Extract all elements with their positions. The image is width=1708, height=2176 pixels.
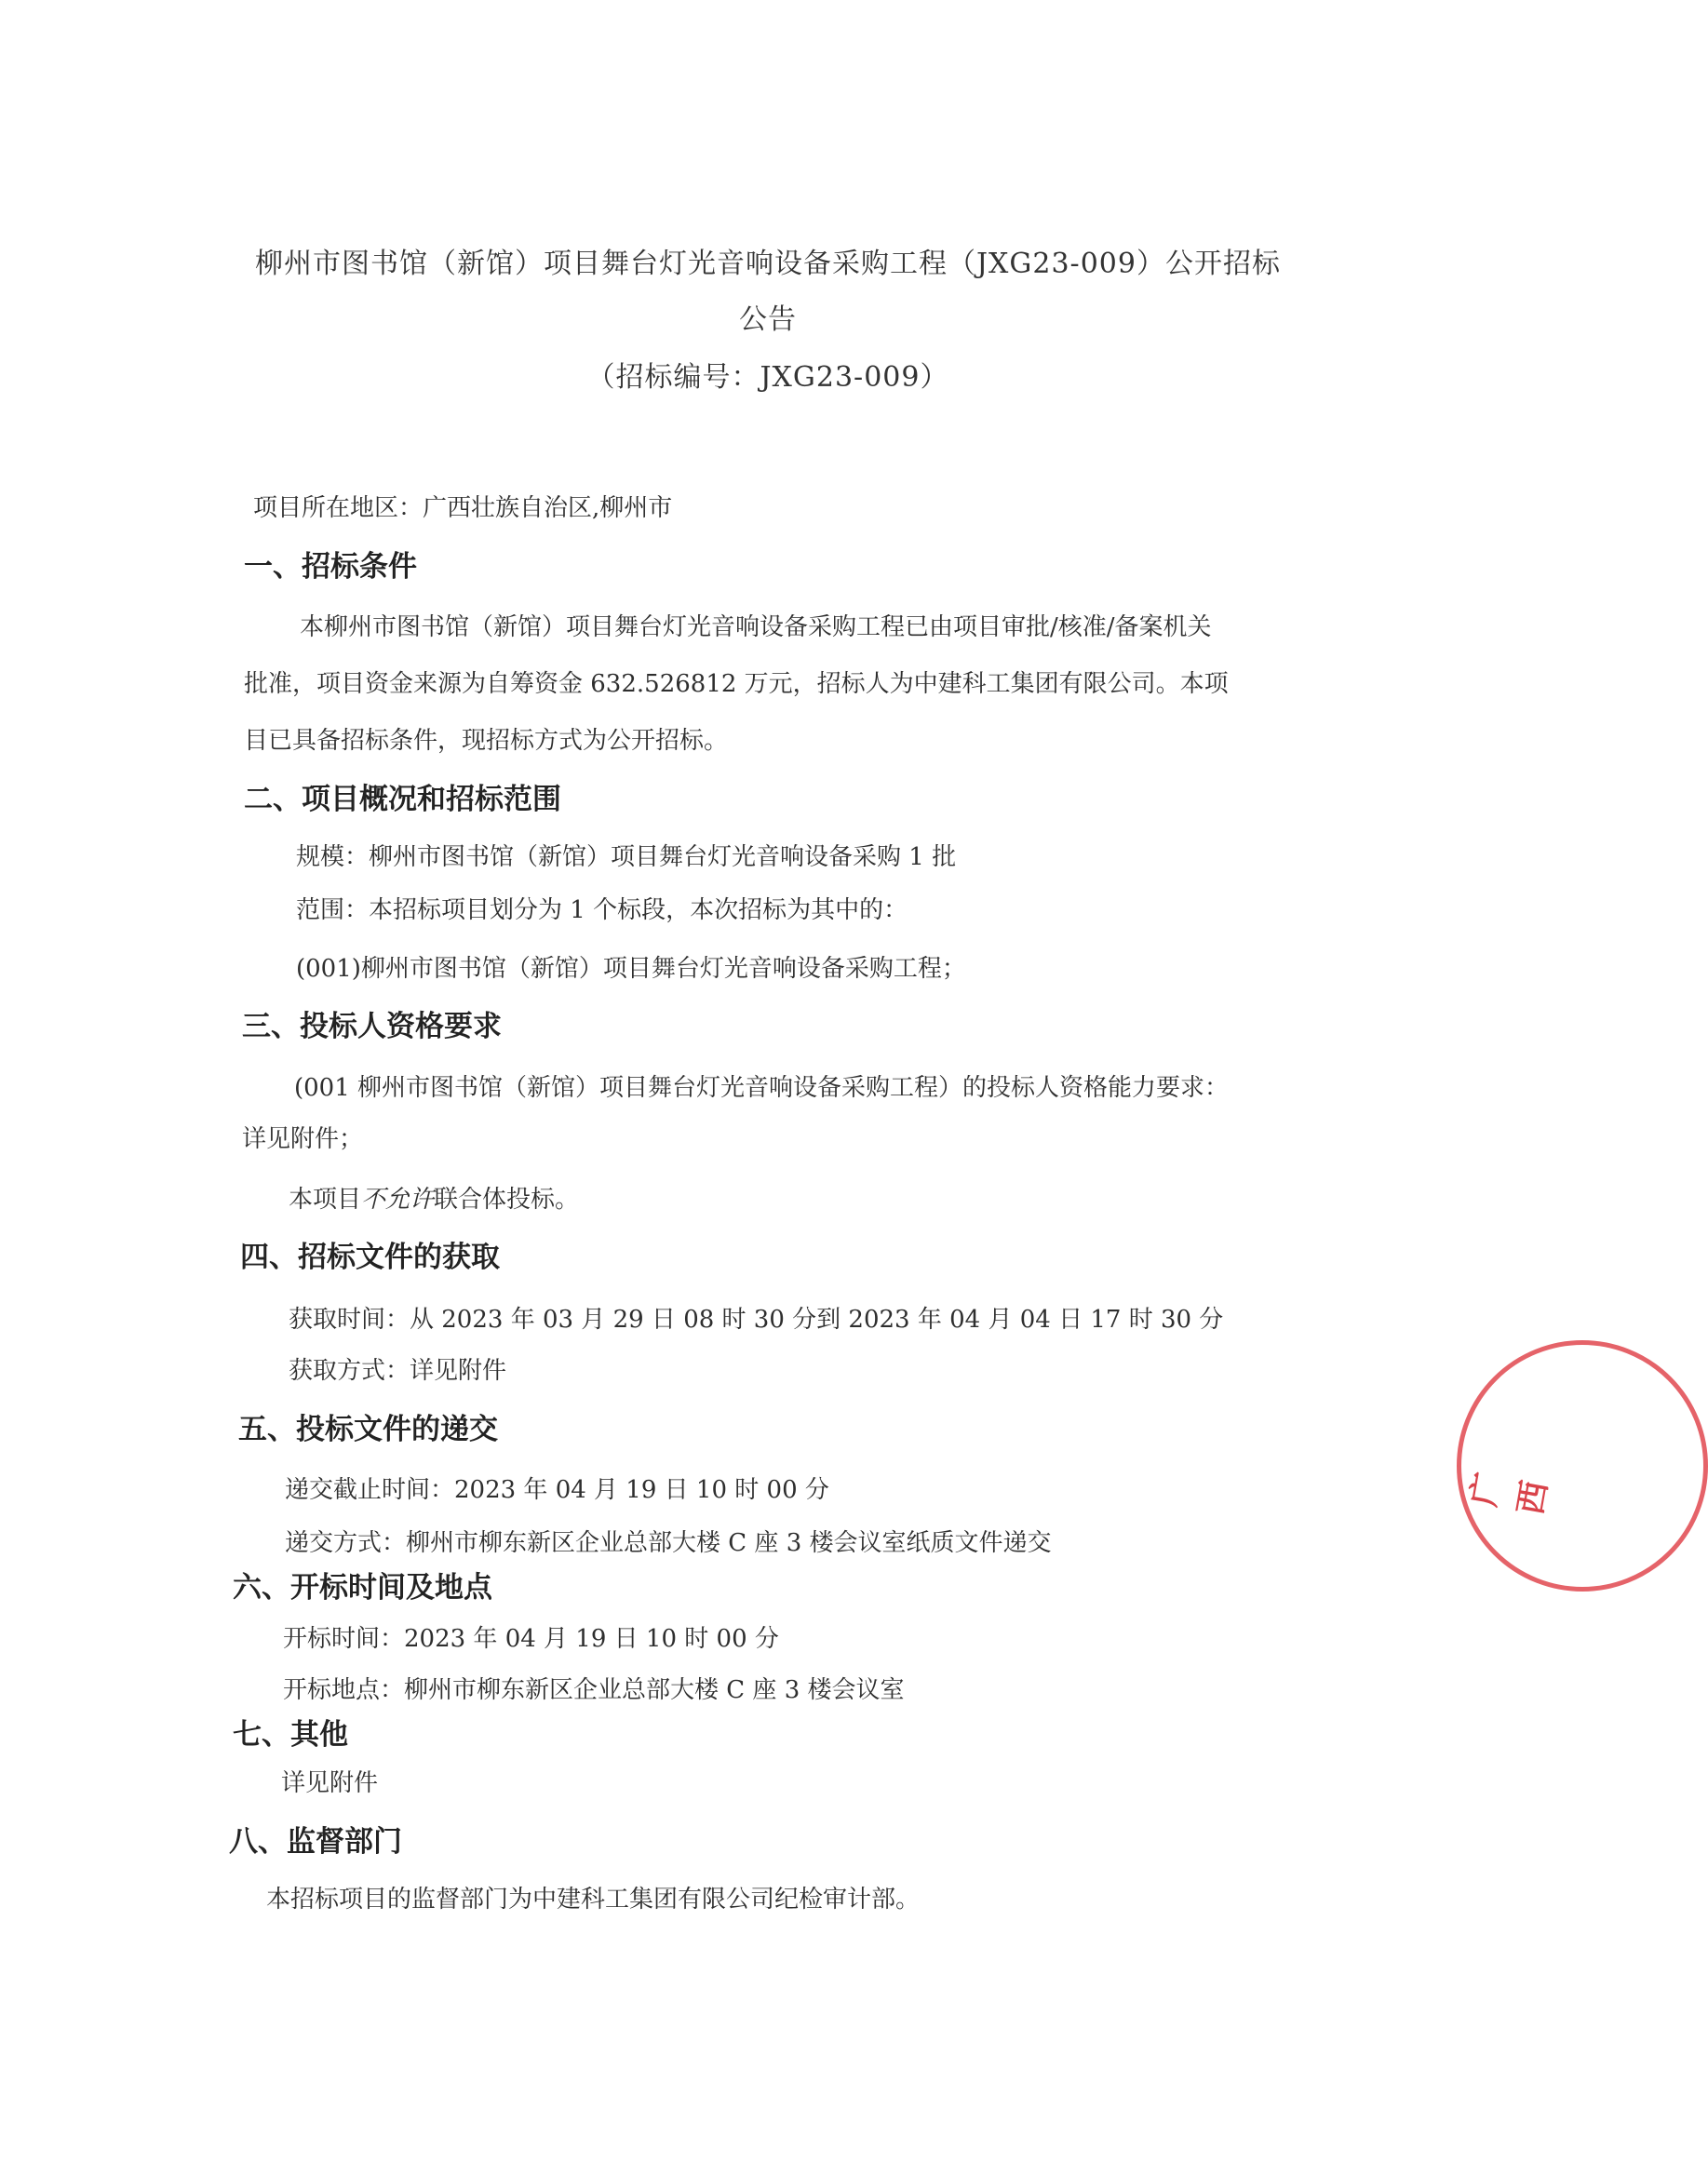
section-1-heading: 一、招标条件 xyxy=(244,550,417,584)
section-5-heading: 五、投标文件的递交 xyxy=(238,1413,498,1446)
consortium-not-allowed: 不允许 xyxy=(361,1186,435,1214)
section-4-time: 获取时间：从 2023 年 03 月 29 日 08 时 30 分到 2023 年 04 月 04 日 17 时 30 分 xyxy=(289,1306,1224,1334)
section-3-para-2: 详见附件； xyxy=(242,1125,364,1153)
title-line-2: 公告 xyxy=(739,303,797,336)
section-2-lot: (001)柳州市图书馆（新馆）项目舞台灯光音响设备采购工程； xyxy=(296,955,966,983)
tender-number: （招标编号：JXG23-009） xyxy=(586,361,949,394)
section-2-scale: 规模：柳州市图书馆（新馆）项目舞台灯光音响设备采购 1 批 xyxy=(296,843,957,871)
section-3-heading: 三、投标人资格要求 xyxy=(242,1010,502,1043)
title-line-1: 柳州市图书馆（新馆）项目舞台灯光音响设备采购工程（JXG23-009）公开招标 xyxy=(255,248,1281,280)
section-2-heading: 二、项目概况和招标范围 xyxy=(244,783,561,816)
section-3-para-1: (001 柳州市图书馆（新馆）项目舞台灯光音响设备采购工程）的投标人资格能力要求： xyxy=(294,1074,1230,1102)
consortium-prefix: 本项目 xyxy=(289,1186,362,1214)
section-8-para: 本招标项目的监督部门为中建科工集团有限公司纪检审计部。 xyxy=(266,1886,921,1914)
section-6-time: 开标时间：2023 年 04 月 19 日 10 时 00 分 xyxy=(283,1625,779,1653)
section-8-heading: 八、监督部门 xyxy=(229,1825,402,1859)
section-7-heading: 七、其他 xyxy=(233,1718,348,1752)
section-1-para-1: 本柳州市图书馆（新馆）项目舞台灯光音响设备采购工程已由项目审批/核准/备案机关 xyxy=(300,613,1212,641)
section-2-scope: 范围：本招标项目划分为 1 个标段，本次招标为其中的： xyxy=(296,896,908,924)
section-4-method: 获取方式：详见附件 xyxy=(289,1357,507,1385)
section-3-consortium xyxy=(289,1180,579,1215)
section-1-para-3: 目已具备招标条件，现招标方式为公开招标。 xyxy=(244,727,729,755)
section-5-method: 递交方式：柳州市柳东新区企业总部大楼 C 座 3 楼会议室纸质文件递交 xyxy=(285,1529,1052,1557)
section-6-heading: 六、开标时间及地点 xyxy=(233,1571,492,1605)
section-6-place: 开标地点：柳州市柳东新区企业总部大楼 C 座 3 楼会议室 xyxy=(283,1676,905,1704)
seal-text: 广西 xyxy=(1464,1470,1555,1518)
section-4-heading: 四、招标文件的获取 xyxy=(240,1241,500,1274)
section-5-deadline: 递交截止时间：2023 年 04 月 19 日 10 时 00 分 xyxy=(285,1476,829,1504)
project-location: 项目所在地区：广西壮族自治区,柳州市 xyxy=(253,494,673,522)
section-7-para: 详见附件 xyxy=(281,1769,379,1797)
section-1-para-2: 批准，项目资金来源为自筹资金 632.526812 万元，招标人为中建科工集团有限公司。本项 xyxy=(244,670,1229,698)
consortium-suffix: 联合体投标。 xyxy=(434,1186,580,1214)
